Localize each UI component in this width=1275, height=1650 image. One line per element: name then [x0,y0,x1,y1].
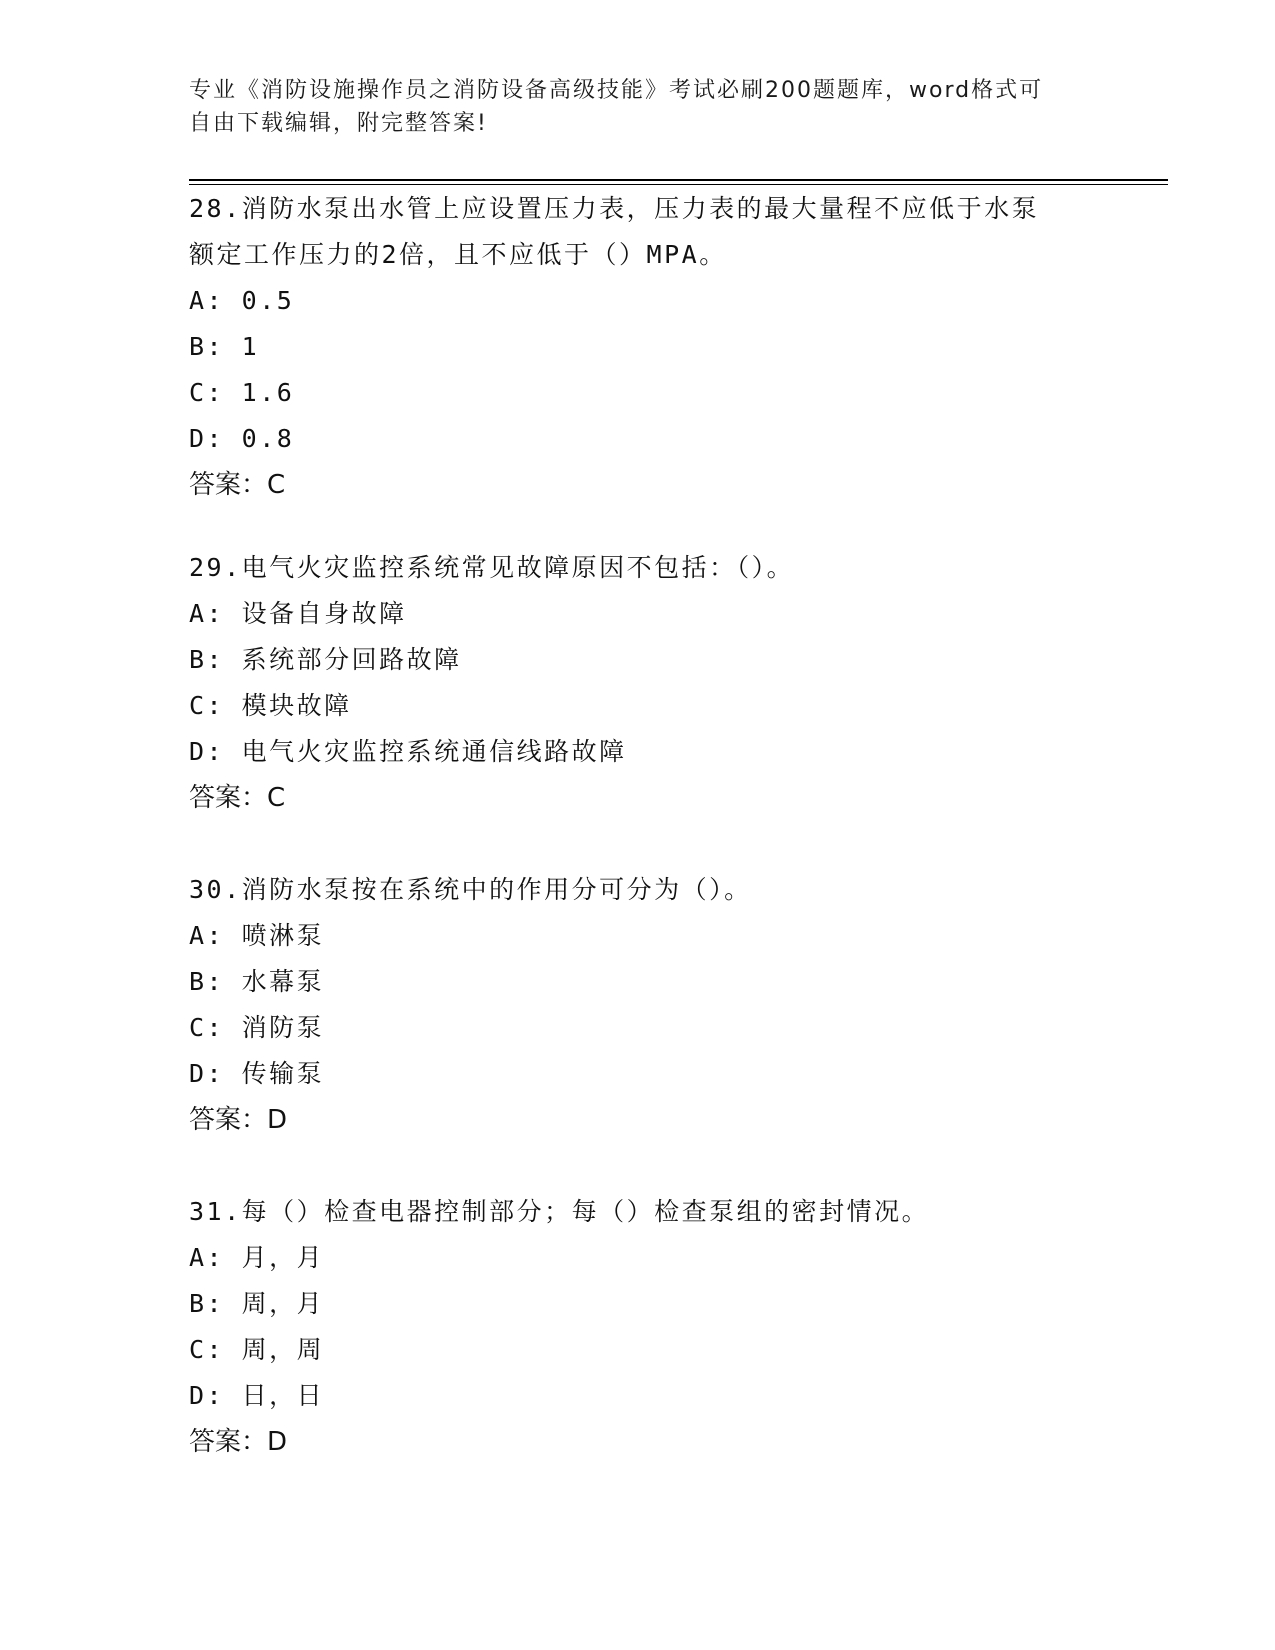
option-b: B: 系统部分回路故障 [189,645,462,674]
answer-line: 答案：D [189,1105,288,1135]
answer-line: 答案：D [189,1427,288,1457]
answer-line: 答案：C [189,470,286,500]
header-divider-thick [189,179,1168,181]
option-d: D: 传输泵 [189,1059,325,1088]
header-line-1: 专业《消防设施操作员之消防设备高级技能》考试必刷200题题库，word格式可 [189,78,1044,103]
option-b: B: 1 [189,332,260,361]
option-d: D: 0.8 [189,424,295,453]
question-stem-continued: 额定工作压力的2倍，且不应低于（）MPA。 [189,240,727,269]
document-header [189,74,1089,140]
answer-line: 答案：C [189,783,286,813]
question-block-28 [189,186,1089,508]
question-stem: 29.电气火灾监控系统常见故障原因不包括：（）。 [189,553,795,582]
option-c: C: 模块故障 [189,691,352,720]
option-a: A: 设备自身故障 [189,599,407,628]
option-c: C: 周，周 [189,1335,325,1364]
option-b: B: 水幕泵 [189,967,325,996]
option-d: D: 电气火灾监控系统通信线路故障 [189,737,627,766]
option-a: A: 月，月 [189,1243,325,1272]
question-block-31 [189,1189,1089,1465]
header-line-2: 自由下载编辑，附完整答案! [189,111,488,136]
question-block-29 [189,545,1089,821]
option-c: C: 消防泵 [189,1013,325,1042]
question-stem: 28.消防水泵出水管上应设置压力表，压力表的最大量程不应低于水泵 [189,194,1040,223]
question-stem: 31.每（）检查电器控制部分；每（）检查泵组的密封情况。 [189,1197,930,1226]
option-c: C: 1.6 [189,378,295,407]
option-a: A: 0.5 [189,286,295,315]
option-a: A: 喷淋泵 [189,921,325,950]
option-b: B: 周，月 [189,1289,325,1318]
question-block-30 [189,867,1089,1143]
question-stem: 30.消防水泵按在系统中的作用分可分为（）。 [189,875,752,904]
header-divider-thin [189,184,1168,185]
option-d: D: 日，日 [189,1381,325,1410]
